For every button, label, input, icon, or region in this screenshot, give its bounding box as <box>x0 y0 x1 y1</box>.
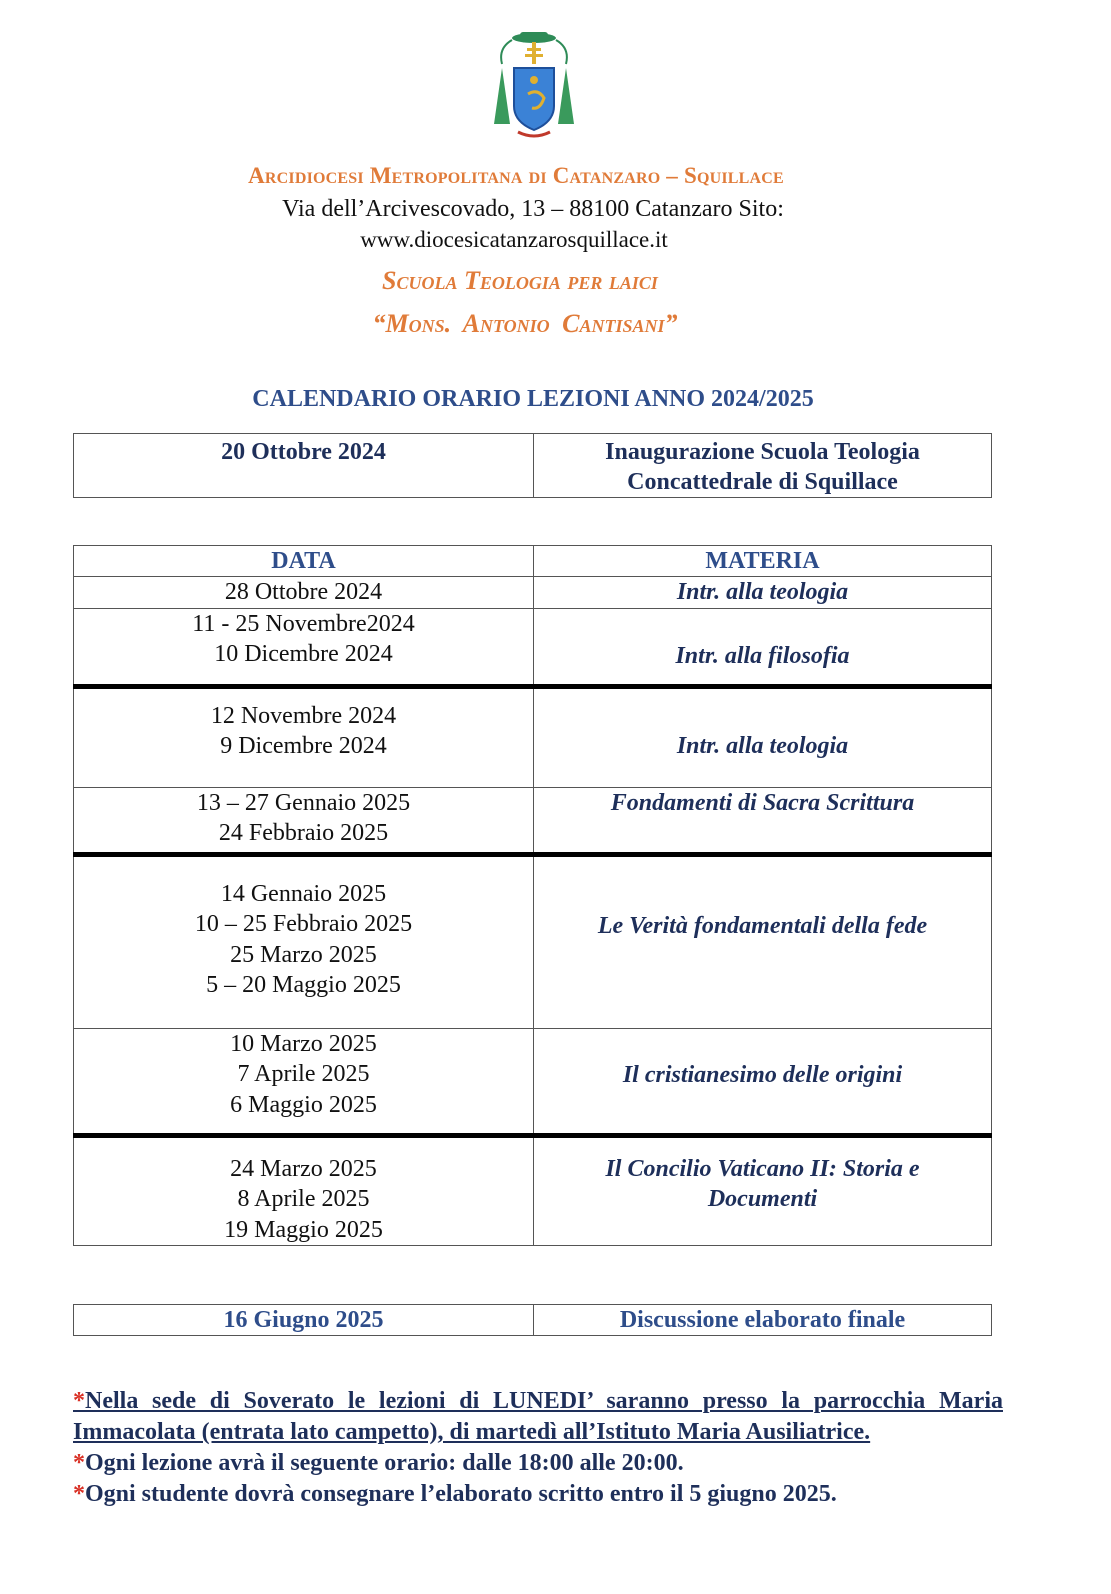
subject-cell: Intr. alla teologia <box>534 577 992 609</box>
subject-cell <box>534 608 992 686</box>
asterisk-marker: * <box>73 1481 85 1507</box>
date-line: 13 – 27 Gennaio 2025 <box>196 789 411 816</box>
archdiocese-coat-of-arms-icon <box>492 28 576 144</box>
date-cell <box>74 608 534 686</box>
date-cell <box>74 1028 534 1135</box>
date-cell <box>74 1135 534 1246</box>
subject-text: Il cristianesimo delle origini <box>622 1061 903 1088</box>
website-link[interactable]: www.diocesicatanzarosquillace.it <box>360 227 668 252</box>
table-row <box>74 434 992 498</box>
calendar-title: CALENDARIO ORARIO LEZIONI ANNO 2024/2025 <box>252 386 814 412</box>
date-line: 24 Febbraio 2025 <box>218 820 389 846</box>
date-line: 11 - 25 Novembre2024 <box>192 610 415 637</box>
table-row <box>74 854 992 1028</box>
subject-text: Intr. alla teologia <box>676 732 849 759</box>
subject-cell <box>534 1028 992 1135</box>
table-row <box>74 1028 992 1135</box>
school-dedication: “Mons. Antonio Cantisani” <box>372 309 678 338</box>
date-cell <box>74 577 534 609</box>
subject-text-line1: Il Concilio Vaticano II: Storia e <box>605 1155 920 1182</box>
subject-text-line2: Documenti <box>707 1186 818 1212</box>
notes-section <box>73 1386 1003 1510</box>
date-line: 25 Marzo 2025 <box>230 941 377 968</box>
school-name: Scuola Teologia per laici <box>382 266 658 295</box>
date-line: 5 – 20 Maggio 2025 <box>206 972 401 998</box>
date-line: 24 Marzo 2025 <box>230 1155 377 1182</box>
subject-cell <box>534 686 992 787</box>
final-exam-table <box>73 1304 992 1336</box>
note-schedule <box>73 1448 1003 1479</box>
date-line: 28 Ottobre 2024 <box>224 579 383 605</box>
asterisk-marker: * <box>73 1388 85 1414</box>
table-row <box>74 1135 992 1246</box>
subject-cell <box>534 787 992 854</box>
subject-text: Intr. alla filosofia <box>675 642 850 669</box>
note-location <box>73 1386 1003 1448</box>
date-cell <box>74 854 534 1028</box>
table-row <box>74 787 992 854</box>
date-line: 10 Marzo 2025 <box>230 1030 377 1057</box>
schedule-table <box>73 545 992 1246</box>
inauguration-event-line2: Concattedrale di Squillace <box>627 469 898 495</box>
date-line: 8 Aprile 2025 <box>237 1186 370 1212</box>
table-header-row <box>74 546 992 577</box>
final-exam-date: 16 Giugno 2025 <box>74 1305 534 1336</box>
note-deadline <box>73 1479 1003 1510</box>
inauguration-table <box>73 433 992 498</box>
inauguration-event <box>534 434 992 498</box>
date-line: 14 Gennaio 2025 <box>220 880 387 907</box>
final-exam-event: Discussione elaborato finale <box>534 1305 992 1336</box>
date-line: 9 Dicembre 2024 <box>220 733 387 759</box>
date-line: 7 Aprile 2025 <box>237 1061 370 1087</box>
date-line: 6 Maggio 2025 <box>230 1091 377 1118</box>
subject-text: Fondamenti di Sacra Scrittura <box>610 789 915 816</box>
date-line: 10 Dicembre 2024 <box>214 641 393 667</box>
inauguration-event-line1: Inaugurazione Scuola Teologia <box>605 439 920 465</box>
table-row <box>74 577 992 609</box>
date-line: 19 Maggio 2025 <box>224 1216 383 1243</box>
inauguration-date: 20 Ottobre 2024 <box>74 434 534 498</box>
table-row <box>74 1305 992 1336</box>
note-schedule-text: Ogni lezione avrà il seguente orario: dalle 18:00 alle 20:00. <box>85 1450 684 1476</box>
column-header-data: DATA <box>74 546 534 577</box>
date-cell <box>74 787 534 854</box>
table-row <box>74 686 992 787</box>
date-line: 12 Novembre 2024 <box>210 702 397 729</box>
asterisk-marker: * <box>73 1450 85 1476</box>
organization-name: Arcidiocesi Metropolitana di Catanzaro – Squillace <box>248 163 784 188</box>
date-cell <box>74 686 534 787</box>
subject-cell <box>534 1135 992 1246</box>
note-deadline-text: Ogni studente dovrà consegnare l’elaborato scritto entro il 5 giugno 2025. <box>85 1481 837 1507</box>
note-location-text: Nella sede di Soverato le lezioni di LUNEDI’ saranno presso la parrocchia Maria Immacolata (entrata lato campetto), di martedì all’Istituto Maria Ausiliatrice. <box>73 1388 1003 1445</box>
column-header-materia: MATERIA <box>534 546 992 577</box>
subject-text: Le Verità fondamentali della fede <box>597 912 928 939</box>
table-row <box>74 608 992 686</box>
subject-cell <box>534 854 992 1028</box>
address: Via dell’Arcivescovado, 13 – 88100 Catanzaro Sito: <box>282 196 784 222</box>
date-line: 10 – 25 Febbraio 2025 <box>194 911 413 937</box>
